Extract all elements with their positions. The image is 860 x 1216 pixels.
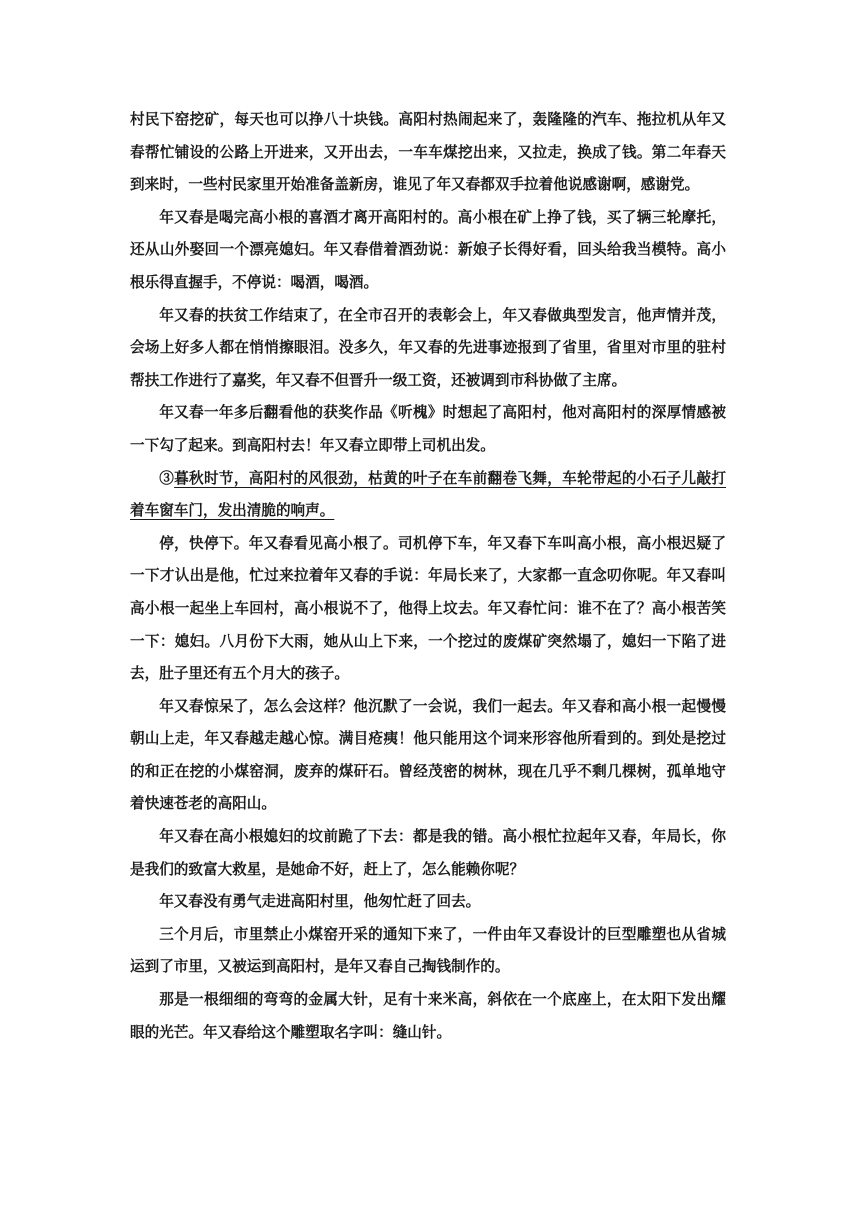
- paragraph-4: 年又春一年多后翻看他的获奖作品《听槐》时想起了高阳村，他对高阳村的深厚情感被一下勾了起来。到高阳村去！年又春立即带上司机出发。: [130, 404, 726, 454]
- paragraph-2: 年又春是喝完高小根的喜酒才离开高阳村的。高小根在矿上挣了钱，买了辆三轮摩托，还从山外娶回一个漂亮媳妇。年又春借着酒劲说：新娘子长得好看，回头给我当模特。高小根乐得直握手，不停说：喝酒，喝酒。: [130, 208, 726, 291]
- paragraph-11: 那是一根细细的弯弯的金属大针，足有十来米高，斜依在一个底座上，在太阳下发出耀眼的光芒。年又春给这个雕塑取名字叫：缝山针。: [130, 991, 726, 1041]
- paragraph-1: 村民下窑挖矿，每天也可以挣八十块钱。高阳村热闹起来了，轰隆隆的汽车、拖拉机从年又春帮忙铺设的公路上开进来，又开出去，一车车煤挖出来，又拉走，换成了钱。第二年春天到来时，一些村民家里开始准备盖新房，谁见了年又春都双手拉着他说感谢啊，感谢党。: [130, 111, 726, 194]
- paragraph-6: 停，快停下。年又春看见高小根了。司机停下车，年又春下车叫高小根，高小根迟疑了一下才认出是他，忙过来拉着年又春的手说：年局长来了，大家都一直念叨你呢。年又春叫高小根一起坐上车回村，高小根说不了，他得上坟去。年又春忙问：谁不在了？高小根苦笑一下：媳妇。八月份下大雨，她从山上下来，一个挖过的废煤矿突然塌了，媳妇一下陷了进去，肚子里还有五个月大的孩子。: [130, 534, 726, 683]
- underlined-sentence: 暮秋时节，高阳村的风很劲，枯黄的叶子在车前翻卷飞舞，车轮带起的小石子儿敲打着车窗车门，发出清脆的响声。: [130, 469, 726, 520]
- paragraph-7: 年又春惊呆了，怎么会这样？他沉默了一会说，我们一起去。年又春和高小根一起慢慢朝山上走，年又春越走越心惊。满目疮痍！他只能用这个词来形容他所看到的。到处是挖过的和正在挖的小煤窑洞，废弃的煤矸石。曾经茂密的树林，现在几乎不剩几棵树，孤单地守着快速苍老的高阳山。: [130, 697, 726, 813]
- paragraph-9: 年又春没有勇气走进高阳村里，他匆忙赶了回去。: [159, 893, 481, 911]
- document-page: [130, 104, 726, 1049]
- paragraph-8: 年又春在高小根媳妇的坟前跪了下去：都是我的错。高小根忙拉起年又春，年局长，你是我们的致富大救星，是她命不好，赶上了，怎么能赖你呢？: [130, 828, 726, 878]
- paragraph-5-underlined-passage: [130, 463, 726, 528]
- paragraph-10: 三个月后，市里禁止小煤窑开采的通知下来了，一件由年又春设计的巨型雕塑也从省城运到了市里，又被运到高阳村，是年又春自己掏钱制作的。: [130, 925, 726, 976]
- passage-marker: ③: [159, 469, 175, 487]
- paragraph-3: 年又春的扶贫工作结束了，在全市召开的表彰会上，年又春做典型发言，他声情并茂，会场上好多人都在悄悄擦眼泪。没多久，年又春的先进事迹报到了省里，省里对市里的驻村帮扶工作进行了嘉奖，年又春不但晋升一级工资，还被调到市科协做了主席。: [130, 306, 726, 389]
